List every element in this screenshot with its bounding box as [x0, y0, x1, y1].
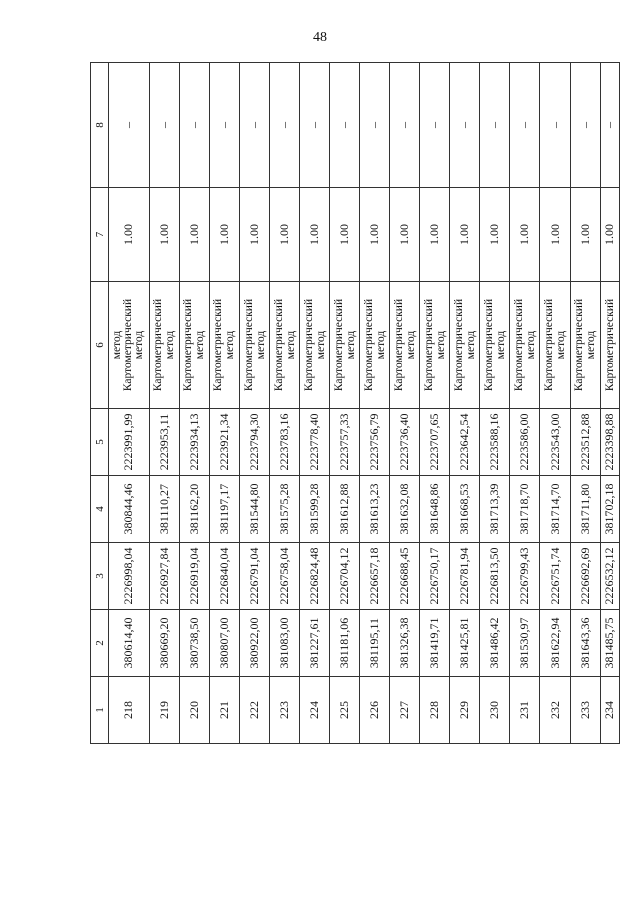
y-coordinate: 2226751,74	[540, 543, 570, 610]
y-coordinate: 2226781,94	[450, 543, 480, 610]
y-coordinate: 2226532,12	[600, 543, 619, 610]
note: –	[450, 63, 480, 188]
column-header: 3	[91, 543, 109, 610]
method-text: Картометрический метод	[512, 298, 537, 392]
accuracy-value: 1.00	[330, 188, 360, 282]
determination-method	[510, 282, 540, 409]
method-text: Картометрический метод	[452, 298, 477, 392]
note: –	[240, 63, 270, 188]
note: –	[330, 63, 360, 188]
method-text: Картометрический метод	[182, 298, 207, 392]
y2-coordinate: 2223757,33	[330, 409, 360, 476]
y2-coordinate: 2223736,40	[390, 409, 420, 476]
x2-coordinate: 381544,80	[240, 476, 270, 543]
row-number: 223	[270, 677, 300, 744]
y-coordinate: 2226692,69	[570, 543, 600, 610]
column-header: 6	[91, 282, 109, 409]
x-coordinate: 381083,00	[270, 610, 300, 677]
note: –	[420, 63, 450, 188]
x2-coordinate: 381648,86	[420, 476, 450, 543]
note: –	[109, 63, 150, 188]
accuracy-value: 1.00	[149, 188, 179, 282]
table-row	[109, 63, 150, 744]
column-header-row	[91, 63, 109, 744]
note: –	[570, 63, 600, 188]
note: –	[510, 63, 540, 188]
x-coordinate: 381485,75	[600, 610, 619, 677]
x-coordinate: 381181,06	[330, 610, 360, 677]
accuracy-value: 1.00	[240, 188, 270, 282]
column-header: 4	[91, 476, 109, 543]
determination-method	[300, 282, 330, 409]
x-coordinate: 380614,40	[109, 610, 150, 677]
y2-coordinate: 2223398,88	[600, 409, 619, 476]
x2-coordinate: 381162,20	[179, 476, 209, 543]
rotated-table-frame	[90, 63, 620, 744]
x-coordinate: 381425,81	[450, 610, 480, 677]
note: –	[300, 63, 330, 188]
y-coordinate: 2226813,50	[480, 543, 510, 610]
determination-method	[360, 282, 390, 409]
method-text: Картометрический метод	[122, 298, 146, 392]
y2-coordinate: 2223642,54	[450, 409, 480, 476]
column-header: 2	[91, 610, 109, 677]
table-body	[91, 63, 620, 744]
y-coordinate: 2226791,04	[240, 543, 270, 610]
y2-coordinate: 2223756,79	[360, 409, 390, 476]
method-text: Картометрический метод	[272, 298, 297, 392]
y-coordinate: 2226824,48	[300, 543, 330, 610]
table-row	[510, 63, 540, 744]
table-row	[420, 63, 450, 744]
note: –	[390, 63, 420, 188]
x2-coordinate: 381713,39	[480, 476, 510, 543]
y2-coordinate: 2223543,00	[540, 409, 570, 476]
y-coordinate: 2226688,45	[390, 543, 420, 610]
x-coordinate: 380807,00	[209, 610, 239, 677]
carried-over-text: метод	[111, 330, 124, 360]
x2-coordinate: 381612,88	[330, 476, 360, 543]
note: –	[270, 63, 300, 188]
x-coordinate: 381530,97	[510, 610, 540, 677]
y-coordinate: 2226704,12	[330, 543, 360, 610]
column-header: 7	[91, 188, 109, 282]
note: –	[209, 63, 239, 188]
x2-coordinate: 381718,70	[510, 476, 540, 543]
table-row	[390, 63, 420, 744]
determination-method	[480, 282, 510, 409]
page-number: 48	[313, 30, 327, 45]
row-number: 232	[540, 677, 570, 744]
y2-coordinate: 2223953,11	[149, 409, 179, 476]
x-coordinate: 381326,38	[390, 610, 420, 677]
method-text: Картометрический метод	[152, 298, 177, 392]
coordinates-table-container	[90, 63, 620, 744]
accuracy-value: 1.00	[179, 188, 209, 282]
row-number: 234	[600, 677, 619, 744]
coordinates-table	[90, 62, 620, 744]
method-text: Картометрический метод	[422, 298, 447, 392]
method-text: Картометрический метод	[392, 298, 417, 392]
row-number: 226	[360, 677, 390, 744]
method-text: Картометрический метод	[362, 298, 387, 392]
table-row	[300, 63, 330, 744]
determination-method	[270, 282, 300, 409]
row-number: 228	[420, 677, 450, 744]
determination-method	[209, 282, 239, 409]
row-number: 230	[480, 677, 510, 744]
method-text: Картометрический метод	[242, 298, 267, 392]
y2-coordinate: 2223588,16	[480, 409, 510, 476]
y2-coordinate: 2223586,00	[510, 409, 540, 476]
method-text: Картометрический метод	[482, 298, 507, 392]
determination-method	[330, 282, 360, 409]
x2-coordinate: 380844,46	[109, 476, 150, 543]
determination-method	[390, 282, 420, 409]
table-row	[540, 63, 570, 744]
accuracy-value: 1.00	[510, 188, 540, 282]
x2-coordinate: 381197,17	[209, 476, 239, 543]
determination-method	[420, 282, 450, 409]
table-row	[450, 63, 480, 744]
table-row	[360, 63, 390, 744]
y2-coordinate: 2223934,13	[179, 409, 209, 476]
table-row	[179, 63, 209, 744]
determination-method	[570, 282, 600, 409]
y2-coordinate: 2223707,65	[420, 409, 450, 476]
table-row	[480, 63, 510, 744]
note: –	[480, 63, 510, 188]
column-header: 8	[91, 63, 109, 188]
accuracy-value: 1.00	[360, 188, 390, 282]
table-row	[270, 63, 300, 744]
y2-coordinate: 2223794,30	[240, 409, 270, 476]
column-header: 5	[91, 409, 109, 476]
note: –	[600, 63, 619, 188]
row-number: 219	[149, 677, 179, 744]
determination-method	[240, 282, 270, 409]
x2-coordinate: 381110,27	[149, 476, 179, 543]
column-header: 1	[91, 677, 109, 744]
method-text: Картометрический метод	[302, 298, 327, 392]
y-coordinate: 2226919,04	[179, 543, 209, 610]
x-coordinate: 381622,94	[540, 610, 570, 677]
y2-coordinate: 2223921,34	[209, 409, 239, 476]
determination-method	[149, 282, 179, 409]
accuracy-value: 1.00	[209, 188, 239, 282]
y-coordinate: 2226657,18	[360, 543, 390, 610]
row-number: 227	[390, 677, 420, 744]
row-number: 229	[450, 677, 480, 744]
x2-coordinate: 381702,18	[600, 476, 619, 543]
accuracy-value: 1.00	[300, 188, 330, 282]
accuracy-value: 1.00	[390, 188, 420, 282]
row-number: 231	[510, 677, 540, 744]
table-row	[600, 63, 619, 744]
determination-method	[450, 282, 480, 409]
y2-coordinate: 2223783,16	[270, 409, 300, 476]
x-coordinate: 381643,36	[570, 610, 600, 677]
x-coordinate: 381227,61	[300, 610, 330, 677]
y-coordinate: 2226840,04	[209, 543, 239, 610]
table-row	[570, 63, 600, 744]
y-coordinate: 2226799,43	[510, 543, 540, 610]
x2-coordinate: 381632,08	[390, 476, 420, 543]
x-coordinate: 380738,50	[179, 610, 209, 677]
table-row	[240, 63, 270, 744]
row-number: 220	[179, 677, 209, 744]
accuracy-value: 1.00	[600, 188, 619, 282]
accuracy-value: 1.00	[540, 188, 570, 282]
accuracy-value: 1.00	[450, 188, 480, 282]
x-coordinate: 381195,11	[360, 610, 390, 677]
determination-method	[109, 282, 150, 409]
x2-coordinate: 381613,23	[360, 476, 390, 543]
y-coordinate: 2226998,04	[109, 543, 150, 610]
determination-method	[600, 282, 619, 409]
row-number: 233	[570, 677, 600, 744]
x-coordinate: 380669,20	[149, 610, 179, 677]
x2-coordinate: 381599,28	[300, 476, 330, 543]
accuracy-value: 1.00	[480, 188, 510, 282]
accuracy-value: 1.00	[270, 188, 300, 282]
method-text: Картометрический метод	[543, 298, 567, 392]
y-coordinate: 2226758,04	[270, 543, 300, 610]
table-row	[209, 63, 239, 744]
x-coordinate: 380922,00	[240, 610, 270, 677]
y2-coordinate: 2223991,99	[109, 409, 150, 476]
x2-coordinate: 381714,70	[540, 476, 570, 543]
method-text: Картометрический метод	[212, 298, 237, 392]
accuracy-value: 1.00	[109, 188, 150, 282]
accuracy-value: 1.00	[420, 188, 450, 282]
x2-coordinate: 381668,53	[450, 476, 480, 543]
row-number: 222	[240, 677, 270, 744]
x-coordinate: 381419,71	[420, 610, 450, 677]
x2-coordinate: 381575,28	[270, 476, 300, 543]
table-row	[330, 63, 360, 744]
row-number: 224	[300, 677, 330, 744]
note: –	[149, 63, 179, 188]
note: –	[360, 63, 390, 188]
table-row	[149, 63, 179, 744]
method-text: Картометрический	[603, 298, 616, 392]
y-coordinate: 2226750,17	[420, 543, 450, 610]
y-coordinate: 2226927,84	[149, 543, 179, 610]
y2-coordinate: 2223512,88	[570, 409, 600, 476]
determination-method	[179, 282, 209, 409]
row-number: 218	[109, 677, 150, 744]
note: –	[540, 63, 570, 188]
method-text: Картометрический метод	[573, 298, 598, 392]
note: –	[179, 63, 209, 188]
method-text: Картометрический метод	[332, 298, 357, 392]
accuracy-value: 1.00	[570, 188, 600, 282]
y2-coordinate: 2223778,40	[300, 409, 330, 476]
x2-coordinate: 381711,80	[570, 476, 600, 543]
row-number: 221	[209, 677, 239, 744]
row-number: 225	[330, 677, 360, 744]
x-coordinate: 381486,42	[480, 610, 510, 677]
determination-method	[540, 282, 570, 409]
